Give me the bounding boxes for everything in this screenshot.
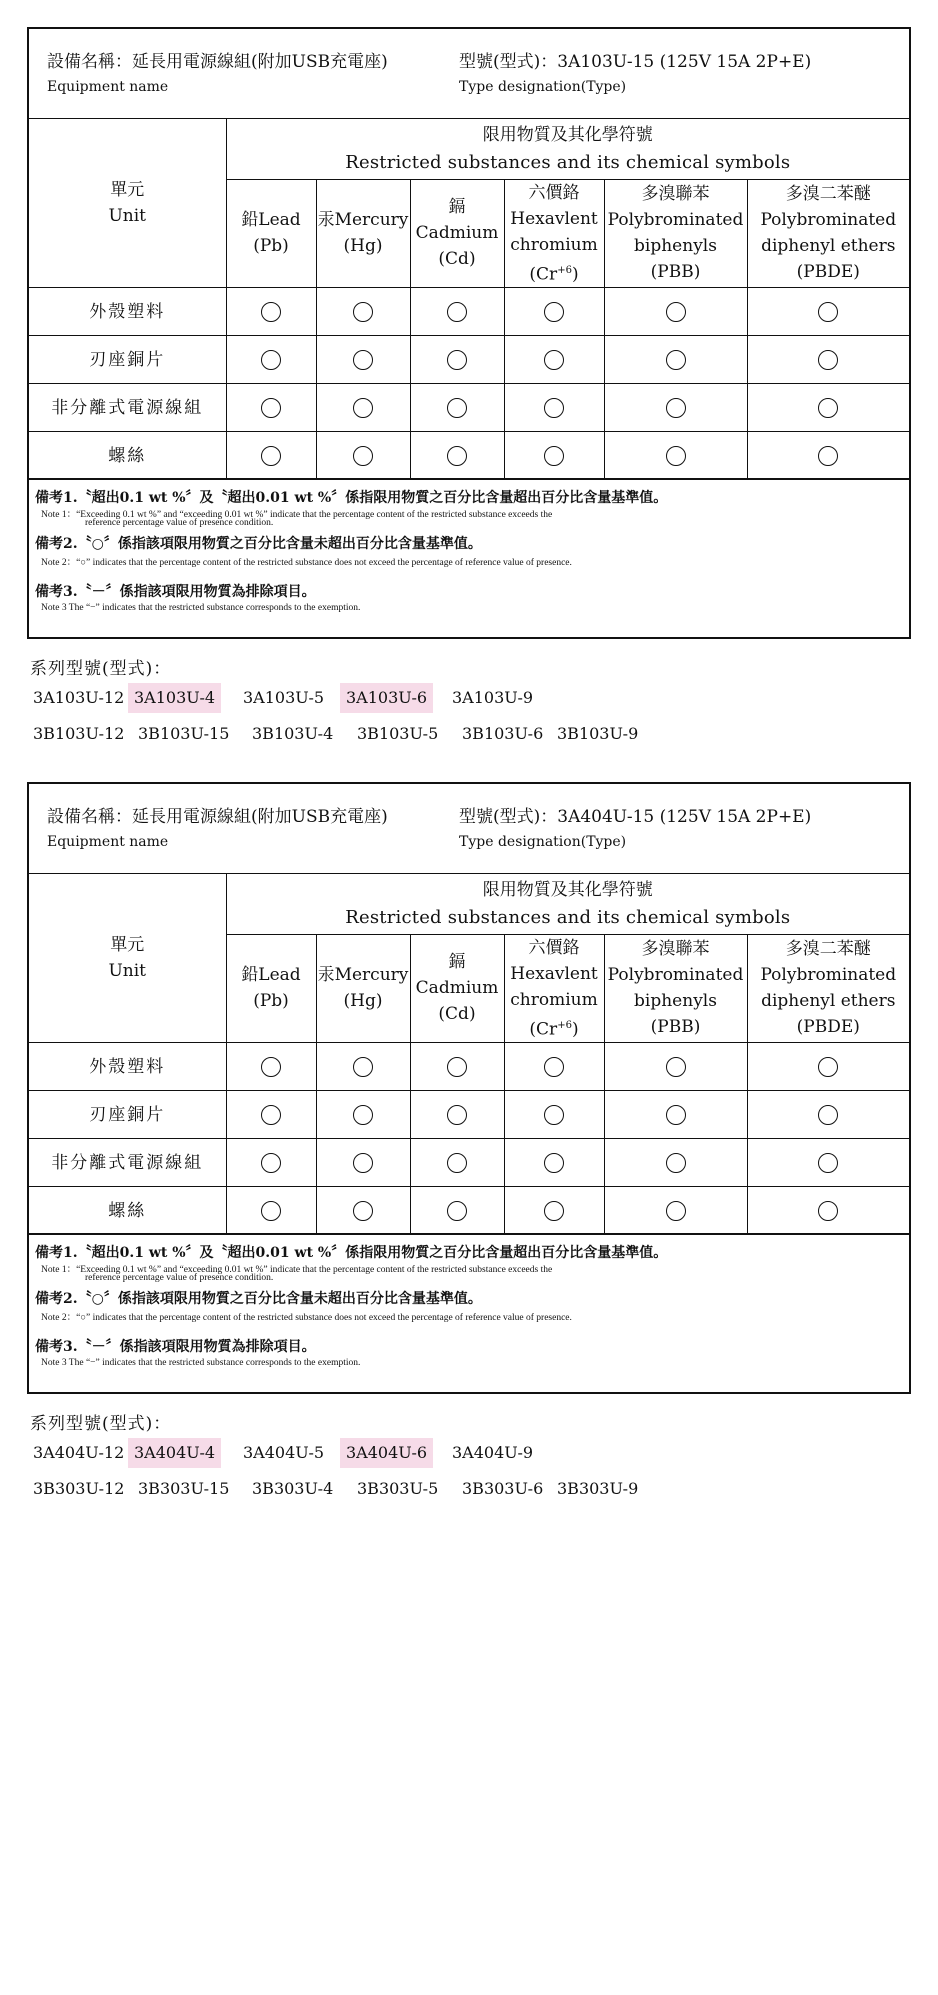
- circle-mark-icon: [261, 1105, 281, 1125]
- col-pbb-cn: 多溴聯苯: [641, 939, 710, 960]
- circle-mark-icon: [818, 350, 838, 370]
- mark-cell: [410, 1091, 504, 1139]
- note-2-cn: 備考2.〝○〞係指該項限用物質之百分比含量未超出百分比含量基準值。: [35, 536, 482, 552]
- mark-cell: [604, 384, 747, 432]
- type-designation-en: Type designation(Type): [459, 834, 627, 850]
- col-pbb-en1: Polybrominated: [607, 965, 744, 986]
- equipment-header: [29, 29, 909, 119]
- mark-cell: [226, 1091, 316, 1139]
- model-code: 3B303U-4: [252, 1479, 334, 1498]
- circle-mark-icon: [447, 302, 467, 322]
- circle-mark-icon: [261, 1201, 281, 1221]
- model-code: 3B303U-5: [357, 1479, 439, 1498]
- mark-cell: [604, 1139, 747, 1187]
- equipment-name-en: Equipment name: [47, 834, 169, 850]
- note-3-en: Note 3 The “−” indicates that the restricted substance corresponds to the exemption.: [41, 1358, 361, 1368]
- col-mercury-symbol: (Hg): [343, 236, 383, 257]
- rohs-table-frame-1: [27, 27, 911, 639]
- table-row: [29, 384, 909, 432]
- equipment-name-cn: 設備名稱：延長用電源線組(附加USB充電座): [47, 807, 388, 827]
- circle-mark-icon: [818, 302, 838, 322]
- mark-cell: [316, 432, 410, 480]
- col-pbde-symbol: (PBDE): [796, 262, 860, 283]
- col-chromium-cn: 六價鉻: [528, 182, 580, 203]
- mark-cell: [316, 384, 410, 432]
- circle-mark-icon: [261, 1057, 281, 1077]
- model-code-highlighted: 3A103U-6: [340, 683, 433, 713]
- restricted-header: [226, 874, 909, 934]
- col-pbb-en2: biphenyls: [634, 236, 717, 257]
- model-code: 3B103U-4: [252, 724, 334, 743]
- col-lead-symbol: (Pb): [253, 236, 289, 257]
- mark-cell: [410, 384, 504, 432]
- circle-mark-icon: [353, 1057, 373, 1077]
- restricted-header: [226, 119, 909, 179]
- circle-mark-icon: [261, 1153, 281, 1173]
- model-code: 3B103U-15: [138, 724, 230, 743]
- circle-mark-icon: [447, 1201, 467, 1221]
- note-2-en: Note 2：“○” indicates that the percentage content of the restricted substance does not exceed the percentage of reference value of presence.: [41, 1313, 572, 1323]
- col-pbde: [747, 179, 909, 288]
- mark-cell: [747, 336, 909, 384]
- note-2-en: Note 2：“○” indicates that the percentage content of the restricted substance does not exceed the percentage of reference value of presence.: [41, 558, 572, 568]
- mark-cell: [226, 1043, 316, 1091]
- col-mercury-name: 汞Mercury: [317, 965, 409, 986]
- mark-cell: [604, 1187, 747, 1235]
- col-pbb-cn: 多溴聯苯: [641, 184, 710, 205]
- notes-block: [29, 1233, 909, 1392]
- model-code: 3B103U-9: [557, 724, 639, 743]
- circle-mark-icon: [666, 350, 686, 370]
- circle-mark-icon: [666, 446, 686, 466]
- model-code-highlighted: 3A404U-6: [340, 1438, 433, 1468]
- circle-mark-icon: [447, 1057, 467, 1077]
- series-title: 系列型號(型式)：: [30, 659, 172, 679]
- col-chromium-cn: 六價鉻: [528, 937, 580, 958]
- circle-mark-icon: [544, 1105, 564, 1125]
- model-code: 3B303U-12: [33, 1479, 125, 1498]
- mark-cell: [504, 1139, 604, 1187]
- circle-mark-icon: [261, 350, 281, 370]
- mark-cell: [226, 432, 316, 480]
- mark-cell: [410, 1043, 504, 1091]
- col-chromium-en2: chromium: [510, 234, 598, 255]
- circle-mark-icon: [544, 350, 564, 370]
- rohs-table-frame-2: [27, 782, 911, 1394]
- mark-cell: [504, 1043, 604, 1091]
- mark-cell: [504, 384, 604, 432]
- row-label: 螺絲: [29, 432, 226, 480]
- mark-cell: [410, 1139, 504, 1187]
- unit-en: Unit: [108, 206, 147, 227]
- mark-cell: [410, 336, 504, 384]
- note-1-en-cont: reference percentage value of presence condition.: [85, 1273, 274, 1283]
- mark-cell: [316, 1139, 410, 1187]
- circle-mark-icon: [818, 1201, 838, 1221]
- restricted-substances-table: [29, 119, 909, 480]
- mark-cell: [747, 1043, 909, 1091]
- mark-cell: [747, 1187, 909, 1235]
- circle-mark-icon: [447, 1105, 467, 1125]
- mark-cell: [604, 336, 747, 384]
- type-designation-cn: 型號(型式)：3A103U-15 (125V 15A 2P+E): [459, 52, 812, 72]
- table-row: [29, 1139, 909, 1187]
- circle-mark-icon: [353, 350, 373, 370]
- restricted-cn: 限用物質及其化學符號: [482, 124, 653, 145]
- circle-mark-icon: [447, 446, 467, 466]
- col-chromium-en2: chromium: [510, 989, 598, 1010]
- equipment-name-cn: 設備名稱：延長用電源線組(附加USB充電座): [47, 52, 388, 72]
- mark-cell: [410, 288, 504, 336]
- note-1-cn: 備考1.〝超出0.1 wt %〞及〝超出0.01 wt %〞係指限用物質之百分比含量超出百分比含量基準值。: [35, 490, 668, 506]
- col-chromium-symbol: $(Cr^{+6})$: [529, 264, 579, 285]
- table-row: [29, 336, 909, 384]
- mark-cell: [504, 288, 604, 336]
- model-code: 3B303U-15: [138, 1479, 230, 1498]
- restricted-en: Restricted substances and its chemical symbols: [345, 906, 791, 928]
- row-label: 外殼塑料: [29, 288, 226, 336]
- circle-mark-icon: [818, 1105, 838, 1125]
- unit-en: Unit: [108, 961, 147, 982]
- circle-mark-icon: [447, 350, 467, 370]
- mark-cell: [747, 1139, 909, 1187]
- circle-mark-icon: [818, 1153, 838, 1173]
- col-pbde-en1: Polybrominated: [760, 965, 897, 986]
- model-code: 3B103U-6: [462, 724, 544, 743]
- col-pbde-en1: Polybrominated: [760, 210, 897, 231]
- circle-mark-icon: [447, 1153, 467, 1173]
- col-cadmium-symbol: (Cd): [438, 249, 476, 270]
- circle-mark-icon: [544, 398, 564, 418]
- equipment-name-en: Equipment name: [47, 79, 169, 95]
- mark-cell: [747, 288, 909, 336]
- unit-cn: 單元: [110, 935, 145, 956]
- col-cadmium-name: 鎘Cadmium: [415, 952, 499, 999]
- circle-mark-icon: [353, 1153, 373, 1173]
- model-code: 3B303U-6: [462, 1479, 544, 1498]
- type-designation-cn: 型號(型式)：3A404U-15 (125V 15A 2P+E): [459, 807, 812, 827]
- col-pbde-symbol: (PBDE): [796, 1017, 860, 1038]
- table-row: [29, 432, 909, 480]
- circle-mark-icon: [818, 1057, 838, 1077]
- col-pbde-cn: 多溴二苯醚: [785, 939, 871, 960]
- model-code: 3A103U-9: [452, 688, 534, 707]
- row-label: 刃座銅片: [29, 336, 226, 384]
- circle-mark-icon: [666, 398, 686, 418]
- mark-cell: [504, 1187, 604, 1235]
- note-1-cn: 備考1.〝超出0.1 wt %〞及〝超出0.01 wt %〞係指限用物質之百分比含量超出百分比含量基準值。: [35, 1245, 668, 1261]
- circle-mark-icon: [666, 1201, 686, 1221]
- circle-mark-icon: [666, 1105, 686, 1125]
- note-3-cn: 備考3.〝－〞係指該項限用物質為排除項目。: [35, 1339, 316, 1355]
- notes-block: [29, 478, 909, 637]
- circle-mark-icon: [353, 1105, 373, 1125]
- table-row: [29, 288, 909, 336]
- row-label: 非分離式電源線組: [29, 384, 226, 432]
- note-3-cn: 備考3.〝－〞係指該項限用物質為排除項目。: [35, 584, 316, 600]
- row-label: 刃座銅片: [29, 1091, 226, 1139]
- circle-mark-icon: [261, 398, 281, 418]
- model-code: 3A404U-9: [452, 1443, 534, 1462]
- circle-mark-icon: [666, 1057, 686, 1077]
- col-mercury-symbol: (Hg): [343, 991, 383, 1012]
- circle-mark-icon: [544, 446, 564, 466]
- col-mercury: [316, 179, 410, 288]
- mark-cell: [604, 1043, 747, 1091]
- col-pbde-cn: 多溴二苯醚: [785, 184, 871, 205]
- mark-cell: [316, 336, 410, 384]
- mark-cell: [504, 432, 604, 480]
- col-pbb-symbol: (PBB): [650, 1017, 701, 1038]
- col-lead-name: 鉛Lead: [241, 210, 301, 231]
- circle-mark-icon: [544, 1201, 564, 1221]
- type-designation-en: Type designation(Type): [459, 79, 627, 95]
- mark-cell: [226, 1139, 316, 1187]
- circle-mark-icon: [544, 1153, 564, 1173]
- model-code: 3A103U-5: [243, 688, 325, 707]
- col-mercury: [316, 934, 410, 1043]
- equipment-header: [29, 784, 909, 874]
- table-row: [29, 1091, 909, 1139]
- circle-mark-icon: [666, 1153, 686, 1173]
- circle-mark-icon: [261, 446, 281, 466]
- col-lead-symbol: (Pb): [253, 991, 289, 1012]
- model-code: 3B103U-5: [357, 724, 439, 743]
- model-code-highlighted: 3A103U-4: [128, 683, 221, 713]
- col-lead-name: 鉛Lead: [241, 965, 301, 986]
- col-cadmium: [410, 934, 504, 1043]
- circle-mark-icon: [353, 1201, 373, 1221]
- mark-cell: [504, 336, 604, 384]
- mark-cell: [316, 1187, 410, 1235]
- mark-cell: [604, 288, 747, 336]
- col-pbde-en2: diphenyl ethers: [761, 236, 896, 257]
- model-code: 3A103U-12: [33, 688, 125, 707]
- mark-cell: [504, 1091, 604, 1139]
- note-2-cn: 備考2.〝○〞係指該項限用物質之百分比含量未超出百分比含量基準值。: [35, 1291, 482, 1307]
- mark-cell: [410, 432, 504, 480]
- unit-header: [29, 874, 226, 1043]
- mark-cell: [316, 1091, 410, 1139]
- model-code: 3B303U-9: [557, 1479, 639, 1498]
- col-pbde: [747, 934, 909, 1043]
- mark-cell: [604, 432, 747, 480]
- restricted-cn: 限用物質及其化學符號: [482, 879, 653, 900]
- col-mercury-name: 汞Mercury: [317, 210, 409, 231]
- restricted-substances-table: [29, 874, 909, 1235]
- col-lead: [226, 934, 316, 1043]
- mark-cell: [410, 1187, 504, 1235]
- series-title: 系列型號(型式)：: [30, 1414, 172, 1434]
- col-chromium: [504, 179, 604, 288]
- model-code-highlighted: 3A404U-4: [128, 1438, 221, 1468]
- circle-mark-icon: [544, 302, 564, 322]
- circle-mark-icon: [544, 1057, 564, 1077]
- row-label: 非分離式電源線組: [29, 1139, 226, 1187]
- mark-cell: [226, 384, 316, 432]
- mark-cell: [604, 1091, 747, 1139]
- note-1-en: Note 1：“Exceeding 0.1 wt %” and “exceeding 0.01 wt %” indicate that the percentage content of the restricted substance exceeds the: [41, 510, 553, 520]
- col-chromium-symbol: $(Cr^{+6})$: [529, 1019, 579, 1040]
- unit-cn: 單元: [110, 180, 145, 201]
- note-1-en-cont: reference percentage value of presence condition.: [85, 518, 274, 528]
- col-cadmium-name: 鎘Cadmium: [415, 197, 499, 244]
- restricted-en: Restricted substances and its chemical symbols: [345, 151, 791, 173]
- mark-cell: [747, 432, 909, 480]
- model-code: 3A404U-5: [243, 1443, 325, 1462]
- mark-cell: [226, 288, 316, 336]
- row-label: 螺絲: [29, 1187, 226, 1235]
- note-1-en: Note 1：“Exceeding 0.1 wt %” and “exceeding 0.01 wt %” indicate that the percentage content of the restricted substance exceeds the: [41, 1265, 553, 1275]
- table-row: [29, 1187, 909, 1235]
- col-pbb-en2: biphenyls: [634, 991, 717, 1012]
- col-chromium: [504, 934, 604, 1043]
- circle-mark-icon: [666, 302, 686, 322]
- circle-mark-icon: [353, 398, 373, 418]
- note-3-en: Note 3 The “−” indicates that the restricted substance corresponds to the exemption.: [41, 603, 361, 613]
- circle-mark-icon: [818, 398, 838, 418]
- mark-cell: [316, 1043, 410, 1091]
- col-chromium-en1: Hexavlent: [510, 963, 598, 984]
- col-cadmium-symbol: (Cd): [438, 1004, 476, 1025]
- col-cadmium: [410, 179, 504, 288]
- model-code: 3A404U-12: [33, 1443, 125, 1462]
- circle-mark-icon: [261, 302, 281, 322]
- col-pbb: [604, 179, 747, 288]
- col-pbb: [604, 934, 747, 1043]
- col-lead: [226, 179, 316, 288]
- model-code: 3B103U-12: [33, 724, 125, 743]
- col-pbde-en2: diphenyl ethers: [761, 991, 896, 1012]
- mark-cell: [316, 288, 410, 336]
- mark-cell: [747, 384, 909, 432]
- circle-mark-icon: [353, 302, 373, 322]
- col-chromium-en1: Hexavlent: [510, 208, 598, 229]
- col-pbb-symbol: (PBB): [650, 262, 701, 283]
- col-pbb-en1: Polybrominated: [607, 210, 744, 231]
- circle-mark-icon: [818, 446, 838, 466]
- mark-cell: [226, 336, 316, 384]
- mark-cell: [226, 1187, 316, 1235]
- circle-mark-icon: [353, 446, 373, 466]
- circle-mark-icon: [447, 398, 467, 418]
- unit-header: [29, 119, 226, 288]
- table-row: [29, 1043, 909, 1091]
- row-label: 外殼塑料: [29, 1043, 226, 1091]
- mark-cell: [747, 1091, 909, 1139]
